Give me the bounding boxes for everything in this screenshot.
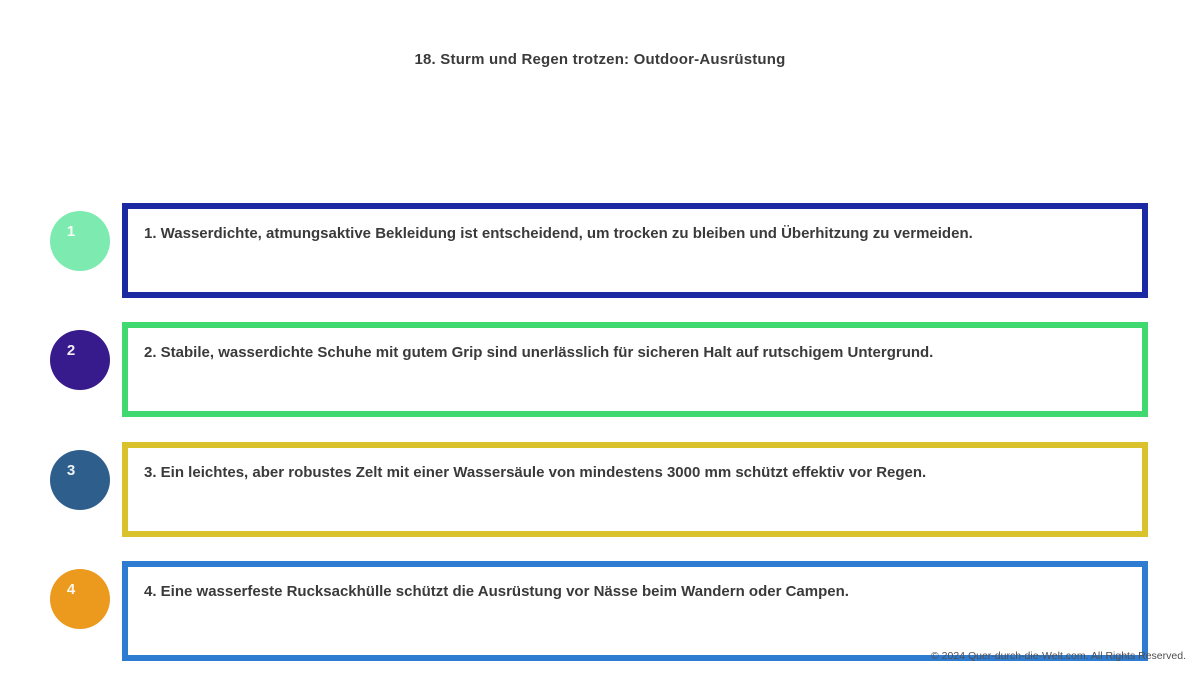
- list-item: [0, 203, 1200, 303]
- item-text-box: [122, 442, 1148, 537]
- item-number: 1: [66, 223, 76, 240]
- item-text-box: [122, 561, 1148, 661]
- list-item: [0, 561, 1200, 661]
- list-item: [0, 322, 1200, 422]
- item-number-badge: [50, 330, 110, 390]
- item-text: 3. Ein leichtes, aber robustes Zelt mit einer Wassersäule von mindestens 3000 mm schützt effektiv vor Regen.: [144, 464, 927, 481]
- item-number-badge: [50, 450, 110, 510]
- item-number-badge: [50, 211, 110, 271]
- item-number-badge: [50, 569, 110, 629]
- copyright-notice: © 2024 Quer-durch-die-Welt.com. All Rights Reserved.: [931, 650, 1186, 662]
- item-text: 2. Stabile, wasserdichte Schuhe mit gutem Grip sind unerlässlich für sicheren Halt auf rutschigem Untergrund.: [144, 344, 934, 361]
- item-text: 1. Wasserdichte, atmungsaktive Bekleidung ist entscheidend, um trocken zu bleiben und Überhitzung zu vermeiden.: [144, 225, 973, 242]
- item-number: 2: [66, 342, 76, 359]
- item-text-box: [122, 203, 1148, 298]
- item-number: 3: [66, 462, 76, 479]
- item-text: 4. Eine wasserfeste Rucksackhülle schützt die Ausrüstung vor Nässe beim Wandern oder Campen.: [144, 583, 849, 600]
- item-number: 4: [66, 581, 76, 598]
- page-title: 18. Sturm und Regen trotzen: Outdoor-Ausrüstung: [414, 51, 786, 68]
- list-item: [0, 442, 1200, 542]
- item-text-box: [122, 322, 1148, 417]
